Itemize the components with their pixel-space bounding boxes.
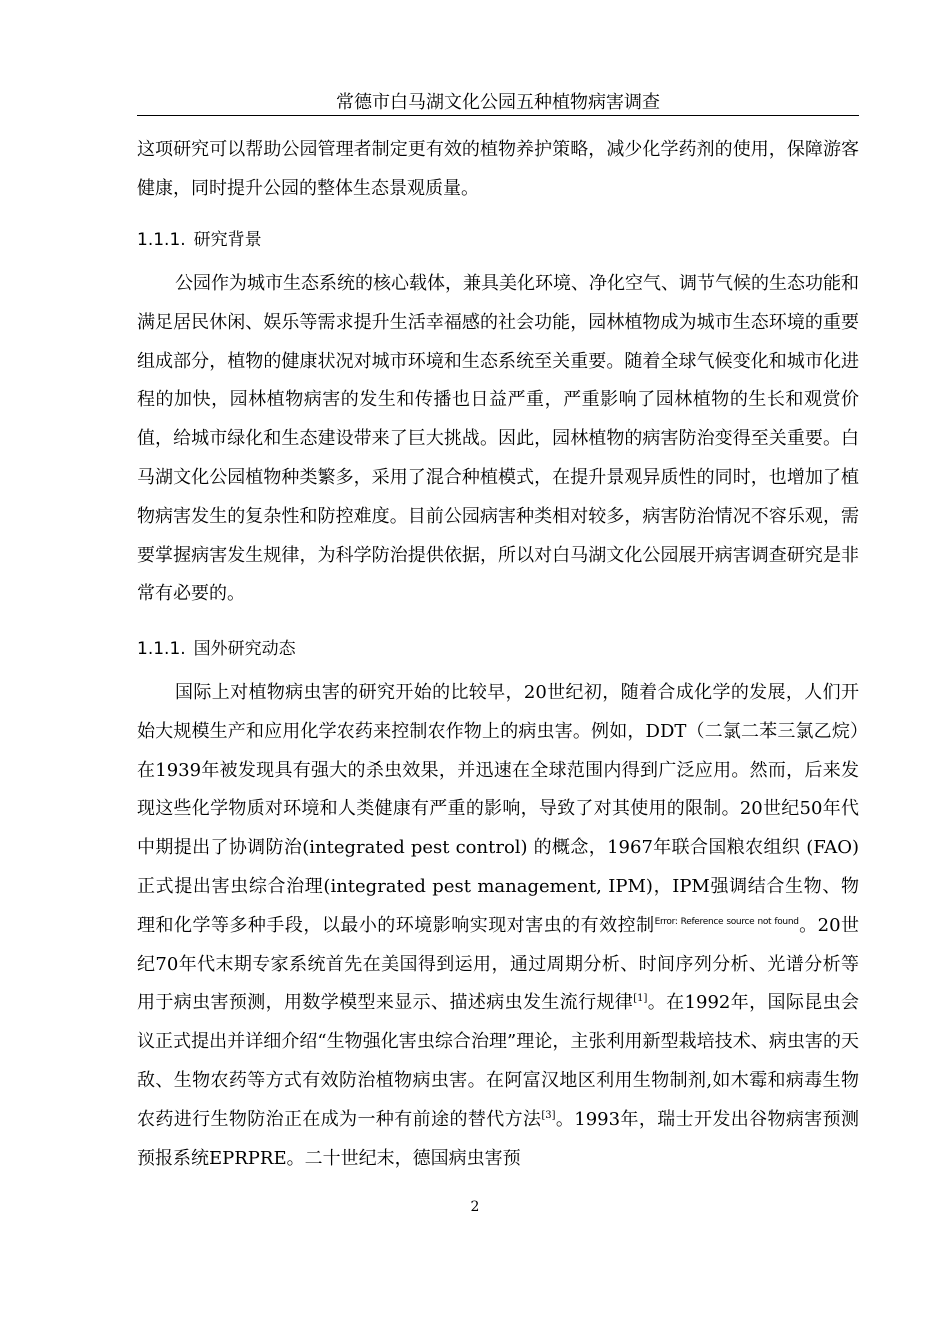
foreign-block [137,674,859,1178]
background-block [137,265,859,614]
heading-foreign-title: 国外研究动态 [193,639,296,659]
heading-foreign-number: 1.1.1. [137,639,186,659]
heading-background [137,229,859,251]
foreign-text-part2: 。20世纪70年代末期专家系统首先在美国得到运用，通过周期分析、时间序列分析、光谱分析等用于病虫害预测，用数学模型来显示、描述病虫发生流行规律 [137,914,860,1014]
background-paragraph: 公园作为城市生态系统的核心载体，兼具美化环境、净化空气、调节气候的生态功能和满足居民休闲、娱乐等需求提升生活幸福感的社会功能，园林植物成为城市生态环境的重要组成部分，植物的健康状况对城市环境和生态系统至关重要。随着全球气候变化和城市化进程的加快，园林植物病害的发生和传播也日益严重，严重影响了园林植物的生长和观赏价值，给城市绿化和生态建设带来了巨大挑战。因此，园林植物的病害防治变得至关重要。白马湖文化公园植物种类繁多，采用了混合种植模式，在提升景观异质性的同时，也增加了植物病害发生的复杂性和防控难度。目前公园病害种类相对较多，病害防治情况不容乐观，需要掌握病害发生规律，为科学防治提供依据，所以对白马湖文化公园展开病害调查研究是非常有必要的。 [137,273,859,605]
heading-background-number: 1.1.1. [137,230,186,250]
heading-background-title: 研究背景 [193,230,262,250]
running-header: 常德市白马湖文化公园五种植物病害调查 [137,92,859,116]
foreign-text-part4: 。1993年，瑞士开发出谷物病害预测预报系统EPRPRE。二十世纪末，德国病虫害预 [137,1108,860,1169]
heading-foreign [137,638,859,660]
section-heading-foreign [137,638,859,660]
citation-3[interactable]: [3] [541,1109,556,1121]
section-heading-background [137,229,859,251]
citation-1[interactable]: [1] [633,993,648,1005]
intro-block [137,131,859,209]
foreign-paragraph [137,674,859,1178]
foreign-text-part3: 。在1992年，国际昆虫会议正式提出并详细介绍“生物强化害虫综合治理”理论，主张利用新型栽培技术、病虫害的天敌、生物农药等方式有效防治植物病虫害。在阿富汉地区利用生物制剂,如木霉和病毒生物农药进行生物防治正在成为一种有前途的替代方法 [137,992,860,1130]
foreign-text-part1: 国际上对植物病虫害的研究开始的比较早，20世纪初，随着合成化学的发展，人们开始大规模生产和应用化学农药来控制农作物上的病虫害。例如，DDT（二氯二苯三氯乙烷）在1939年被发现具有强大的杀虫效果，并迅速在全球范围内得到广泛应用。然而，后来发现这些化学物质对环境和人类健康有严重的影响，导致了对其使用的限制。20世纪50年代中期提出了协调防治(integrated pest control) 的概念，1967年联合国粮农组织 (FAO) 正式提出害虫综合治理(integrated pest management, IPM)，IPM强调结合生物、物理和化学等多种手段，以最小的环境影响实现对害虫的有效控制 [137,682,859,936]
page-number: 2 [470,1199,480,1215]
intro-paragraph: 这项研究可以帮助公园管理者制定更有效的植物养护策略，减少化学药剂的使用，保障游客健康，同时提升公园的整体生态景观质量。 [137,139,859,199]
reference-error-note: Error: Reference source not found [654,916,799,927]
